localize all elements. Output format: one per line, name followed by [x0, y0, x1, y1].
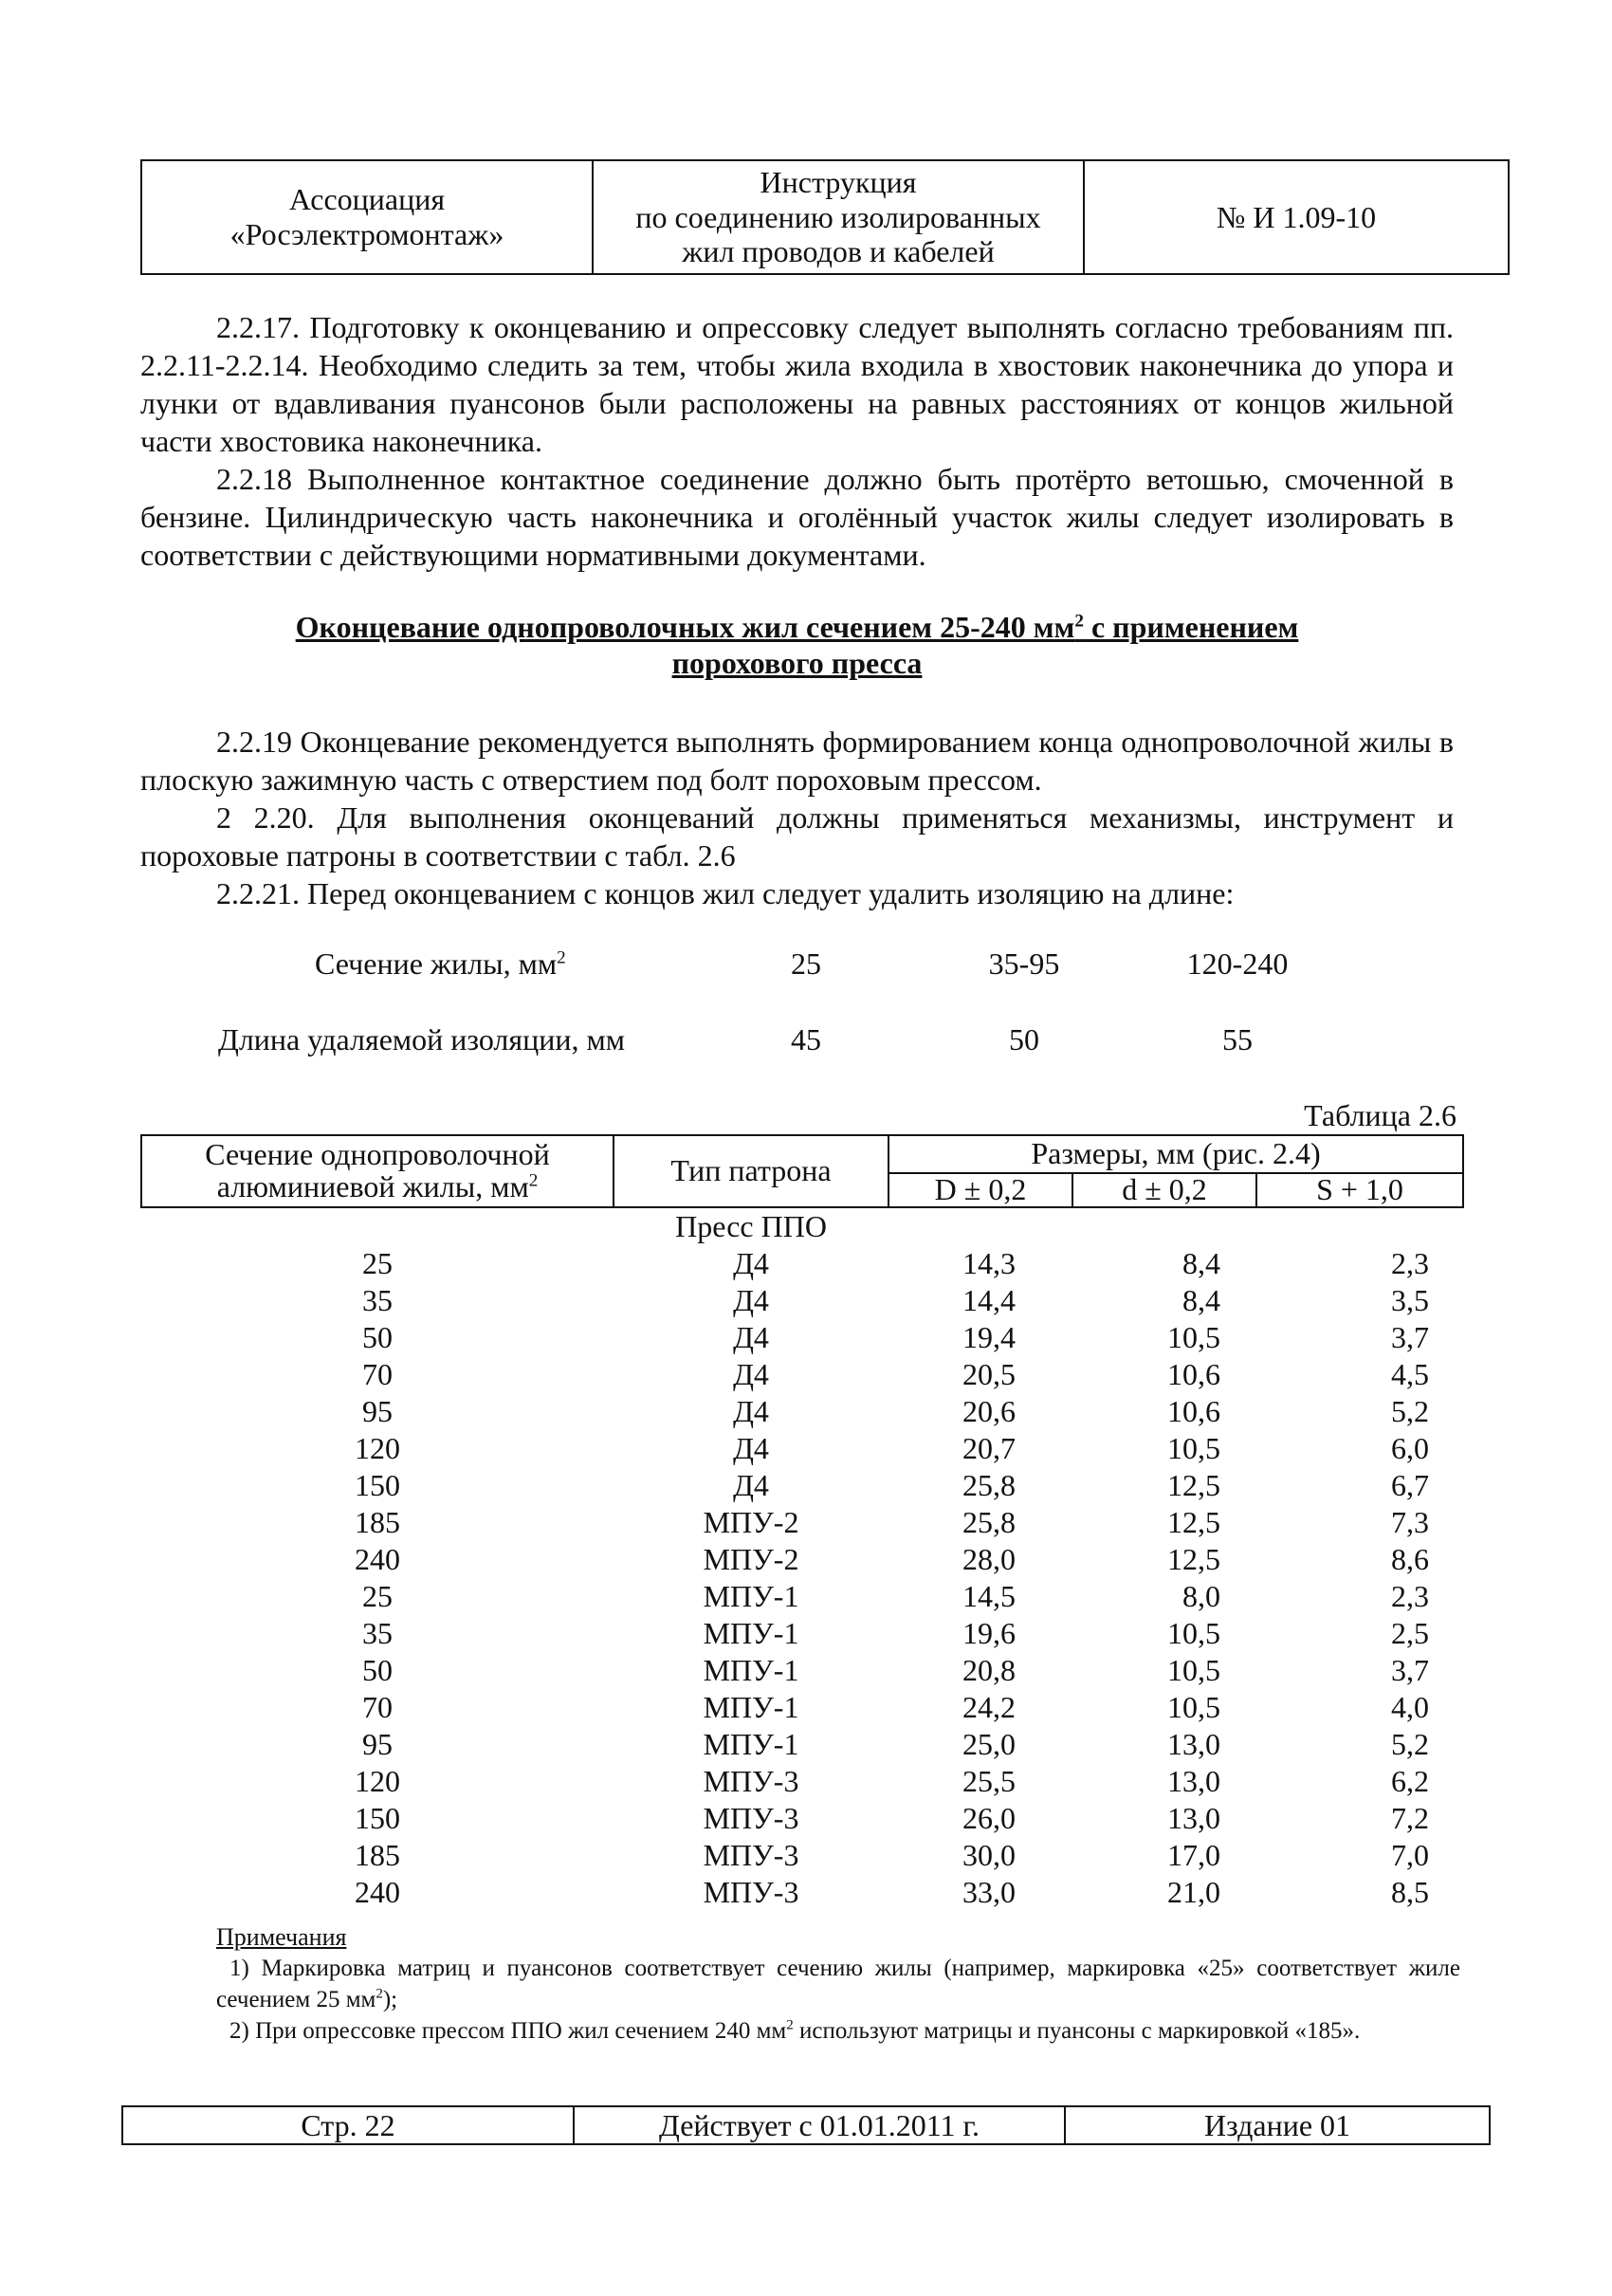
notes-title: Примечания: [216, 1923, 347, 1951]
cell-d: 12,5: [1167, 1468, 1220, 1502]
cell-cartridge: Д4: [733, 1468, 769, 1502]
paragraph-2-2-19: 2.2.19 Оконцевание рекомендуется выполнять формированием конца однопроволочной жилы в плоскую зажимную часть с отверстием под болт пороховым прессом.: [140, 725, 1454, 797]
cell-D: 19,4: [962, 1320, 1016, 1354]
table-row: [141, 1874, 1463, 1911]
cell-section: 70: [362, 1357, 393, 1391]
cell-cartridge: МПУ-2: [703, 1542, 799, 1576]
table-row: [141, 1763, 1463, 1800]
table-row: [141, 1319, 1463, 1356]
cell-D: 25,5: [962, 1764, 1016, 1798]
association-cell: [141, 160, 593, 274]
cell-D: 14,3: [962, 1246, 1016, 1280]
cell-cartridge: МПУ-3: [703, 1875, 799, 1909]
cell-d: 17,0: [1167, 1838, 1220, 1872]
cell-d: 21,0: [1167, 1875, 1220, 1909]
table-row: [141, 1504, 1463, 1541]
cell-S: 2,3: [1391, 1246, 1430, 1280]
cell-section: 95: [362, 1394, 393, 1428]
column-header-dimensions: Размеры, мм (рис. 2.4): [888, 1135, 1463, 1173]
length-value: 50: [1009, 1022, 1039, 1056]
document-footer: [121, 2105, 1491, 2145]
cell-cartridge: Д4: [733, 1320, 769, 1354]
cell-cartridge: МПУ-1: [703, 1579, 799, 1613]
cell-section: 150: [355, 1801, 400, 1835]
cell-S: 2,5: [1391, 1616, 1430, 1650]
document-title-line1: Инструкция: [760, 164, 917, 199]
cell-d: 12,5: [1167, 1505, 1220, 1539]
cell-S: 7,0: [1391, 1838, 1430, 1872]
cell-D: 28,0: [962, 1542, 1016, 1576]
cell-D: 20,7: [962, 1431, 1016, 1465]
section-heading-line1: Оконцевание однопроволочных жил сечением 25-240 $мм^2$ с применением: [295, 610, 1299, 644]
cell-section: 240: [355, 1875, 400, 1909]
cell-S: 5,2: [1391, 1394, 1430, 1428]
cell-S: 6,7: [1391, 1468, 1430, 1502]
column-header-d: d ± 0,2: [1072, 1173, 1256, 1207]
cell-d: 10,5: [1167, 1653, 1220, 1687]
cell-cartridge: МПУ-1: [703, 1727, 799, 1761]
cell-D: 14,4: [962, 1283, 1016, 1317]
column-header-D: D ± 0,2: [888, 1173, 1072, 1207]
document-title-line3: жил проводов и кабелей: [682, 234, 995, 269]
document-header: [140, 159, 1510, 275]
cell-d: 10,5: [1167, 1690, 1220, 1724]
table-row: [141, 1615, 1463, 1652]
table-row: [141, 1726, 1463, 1763]
cell-S: 8,6: [1391, 1542, 1430, 1576]
strip-length-length-row: [140, 1022, 1454, 1060]
cell-S: 6,0: [1391, 1431, 1430, 1465]
cell-cartridge: Д4: [733, 1246, 769, 1280]
cell-D: 25,8: [962, 1505, 1016, 1539]
table-row: [141, 1837, 1463, 1874]
section-heading: [140, 609, 1454, 681]
cell-d: 10,5: [1167, 1616, 1220, 1650]
cell-S: 4,0: [1391, 1690, 1430, 1724]
cell-S: 2,3: [1391, 1579, 1430, 1613]
cell-d: 10,5: [1167, 1320, 1220, 1354]
length-label: Длина удаляемой изоляции, мм: [218, 1022, 625, 1056]
cell-cartridge: МПУ-3: [703, 1764, 799, 1798]
table-row: [141, 1689, 1463, 1726]
paragraph-2-2-21: 2.2.21. Перед оконцеванием с концов жил следует удалить изоляцию на длине:: [216, 876, 1235, 910]
cell-cartridge: МПУ-1: [703, 1616, 799, 1650]
footer-edition: Издание 01: [1065, 2106, 1490, 2144]
cell-section: 120: [355, 1764, 400, 1798]
section-value: 120-240: [1186, 946, 1289, 981]
cell-cartridge: Д4: [733, 1357, 769, 1391]
cell-d: 13,0: [1167, 1801, 1220, 1835]
document-title-cell: [593, 160, 1084, 274]
cell-d: 8,4: [1182, 1246, 1220, 1280]
strip-length-section-row: [140, 946, 1454, 984]
table-row: [141, 1393, 1463, 1430]
cell-section: 35: [362, 1616, 393, 1650]
cell-S: 8,5: [1391, 1875, 1430, 1909]
table-2-6: [140, 1134, 1464, 1911]
table-group-row: [141, 1207, 1463, 1245]
cell-S: 7,3: [1391, 1505, 1430, 1539]
cell-d: 13,0: [1167, 1764, 1220, 1798]
cell-D: 14,5: [962, 1579, 1016, 1613]
note-1: 1) Маркировка матриц и пуансонов соответствует сечению жилы (например, маркировка «25» соответствует жиле сечением 25 $мм^2$);: [216, 1956, 1460, 2012]
cell-S: 5,2: [1391, 1727, 1430, 1761]
cell-section: 50: [362, 1320, 393, 1354]
cell-D: 20,5: [962, 1357, 1016, 1391]
cell-cartridge: МПУ-2: [703, 1505, 799, 1539]
table-row: [141, 1430, 1463, 1467]
column-header-section: Сечение однопроволочной алюминиевой жилы, $мм^2$: [141, 1135, 614, 1207]
cell-S: 3,7: [1391, 1320, 1430, 1354]
cell-section: 185: [355, 1838, 400, 1872]
cell-d: 10,6: [1167, 1357, 1220, 1391]
cell-D: 19,6: [962, 1616, 1016, 1650]
section-heading-line2: порохового пресса: [671, 646, 923, 680]
table-row: [141, 1800, 1463, 1837]
cell-d: 8,0: [1182, 1579, 1220, 1613]
cell-S: 7,2: [1391, 1801, 1430, 1835]
document-title-line2: по соединению изолированных: [635, 199, 1041, 234]
cell-section: 150: [355, 1468, 400, 1502]
cell-d: 13,0: [1167, 1727, 1220, 1761]
notes: [216, 1921, 1460, 2047]
paragraph-2-2-20: 2 2.20. Для выполнения оконцеваний должны применяться механизмы, инструмент и пороховые патроны в соответствии с табл. 2.6: [140, 800, 1454, 872]
length-value: 45: [791, 1022, 821, 1056]
paragraph-2-2-17: 2.2.17. Подготовку к оконцеванию и опрессовку следует выполнять согласно требованиям пп. 2.2.11-2.2.14. Необходимо следить за тем, чтобы жила входила в хвостовик наконечника до упора и лунки от вдавливания пуансонов были расположены на равных расстояниях от концов жильной части хвостовика наконечника.: [140, 310, 1454, 458]
table-row: [141, 1245, 1463, 1282]
section-value: 25: [791, 946, 821, 981]
cell-D: 20,6: [962, 1394, 1016, 1428]
table-row: [141, 1356, 1463, 1393]
cell-cartridge: МПУ-1: [703, 1690, 799, 1724]
cell-S: 3,5: [1391, 1283, 1430, 1317]
cell-section: 35: [362, 1283, 393, 1317]
association-name-line2: «Росэлектромонтаж»: [229, 217, 504, 251]
cell-section: 185: [355, 1505, 400, 1539]
table-row: [141, 1652, 1463, 1689]
cell-D: 33,0: [962, 1875, 1016, 1909]
section-value: 35-95: [988, 946, 1060, 981]
cell-section: 120: [355, 1431, 400, 1465]
cell-cartridge: МПУ-3: [703, 1838, 799, 1872]
group-label: Пресс ППО: [675, 1209, 827, 1243]
document-number-cell: [1084, 160, 1509, 274]
cell-cartridge: Д4: [733, 1283, 769, 1317]
table-row: [141, 1541, 1463, 1578]
note-2: 2) При опрессовке прессом ППО жил сечением 240 $мм^2$ используют матрицы и пуансоны с маркировкой «185».: [229, 2017, 1361, 2044]
cell-D: 26,0: [962, 1801, 1016, 1835]
cell-section: 95: [362, 1727, 393, 1761]
paragraph-2-2-18: 2.2.18 Выполненное контактное соединение должно быть протёрто ветошью, смоченной в бензине. Цилиндрическую часть наконечника и оголённый участок жилы следует изолировать в соответствии с действующими нормативными документами.: [140, 462, 1454, 572]
cell-D: 25,8: [962, 1468, 1016, 1502]
cell-d: 10,5: [1167, 1431, 1220, 1465]
section-label: Сечение жилы, $мм^2$: [315, 946, 566, 981]
association-name-line1: Ассоциация: [288, 182, 446, 217]
table-row: [141, 1467, 1463, 1504]
body-text-top: [140, 308, 1454, 574]
column-header-cartridge: Тип патрона: [614, 1135, 888, 1207]
cell-S: 6,2: [1391, 1764, 1430, 1798]
cell-section: 70: [362, 1690, 393, 1724]
cell-D: 20,8: [962, 1653, 1016, 1687]
table-caption: Таблица 2.6: [1304, 1098, 1456, 1132]
body-text-middle: [140, 723, 1454, 912]
cell-cartridge: МПУ-1: [703, 1653, 799, 1687]
cell-D: 25,0: [962, 1727, 1016, 1761]
cell-section: 25: [362, 1246, 393, 1280]
table-body: [141, 1207, 1463, 1911]
cell-d: 10,6: [1167, 1394, 1220, 1428]
cell-d: 8,4: [1182, 1283, 1220, 1317]
cell-cartridge: Д4: [733, 1394, 769, 1428]
cell-cartridge: Д4: [733, 1431, 769, 1465]
cell-D: 24,2: [962, 1690, 1016, 1724]
document-number: № И 1.09-10: [1216, 199, 1377, 234]
table-row: [141, 1282, 1463, 1319]
column-header-S: S + 1,0: [1256, 1173, 1463, 1207]
table-row: [141, 1578, 1463, 1615]
cell-D: 30,0: [962, 1838, 1016, 1872]
cell-d: 12,5: [1167, 1542, 1220, 1576]
footer-effective-date: Действует с 01.01.2011 г.: [574, 2106, 1065, 2144]
length-value: 55: [1222, 1022, 1253, 1056]
cell-S: 4,5: [1391, 1357, 1430, 1391]
cell-S: 3,7: [1391, 1653, 1430, 1687]
cell-section: 240: [355, 1542, 400, 1576]
footer-page: Стр. 22: [122, 2106, 574, 2144]
cell-cartridge: МПУ-3: [703, 1801, 799, 1835]
cell-section: 50: [362, 1653, 393, 1687]
cell-section: 25: [362, 1579, 393, 1613]
